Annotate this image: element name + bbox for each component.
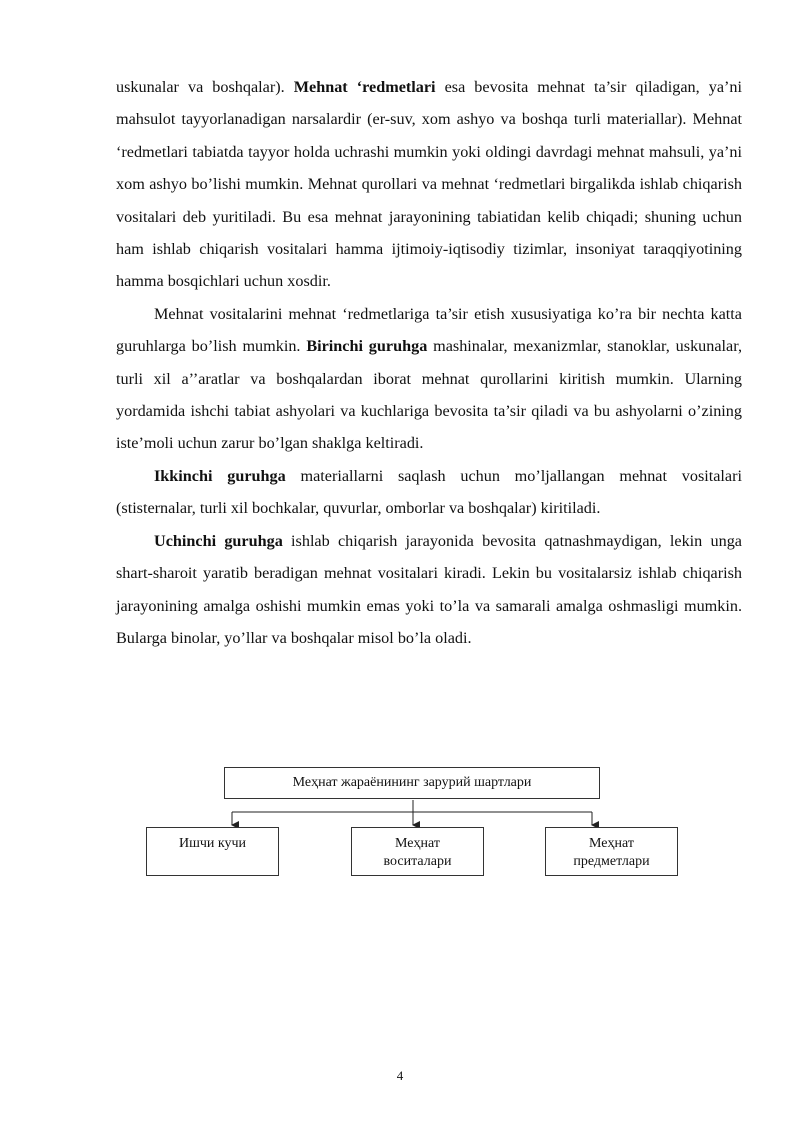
paragraph-1: [116, 71, 742, 298]
paragraph-text: ishlab chiqarish jarayonida bevosita qatnashmaydigan, lekin unga shart-sharoit yaratib beradigan mehnat vositalari kiradi. Lekin bu vositalarsiz ishlab chiqarish jarayonining amalga oshishi mumkin emas yoki to’la va samarali amalga oshmasligi mumkin. Bularga binolar, yo’llar va boshqalar misol bo’la oladi.: [116, 531, 742, 647]
diagram-box-objects-of-labor: [545, 827, 678, 876]
diagram-box-label: воситалари: [383, 854, 452, 869]
bold-term: Uchinchi guruhga: [154, 531, 283, 550]
diagram-box-labor-force: [146, 827, 279, 876]
paragraph-text: uskunalar va boshqalar).: [116, 78, 294, 96]
diagram-box-label: предметлари: [573, 854, 650, 869]
paragraph-text: Mehnat vositalarini mehnat ‘redmetlariga ta’sir etish xususiyatiga ko’ra bir nechta katta guruhlarga bo’lish mumkin.: [116, 304, 742, 356]
diagram-box-label: Меҳнат: [589, 836, 634, 851]
diagram-top-box: [224, 767, 600, 799]
bold-term: Mehnat ‘redmetlari: [293, 78, 436, 96]
bold-term: Ikkinchi guruhga: [154, 466, 286, 485]
document-body: [116, 71, 742, 654]
diagram-box-label: Меҳнат: [395, 836, 440, 851]
paragraph-4: [116, 525, 742, 655]
paragraph-2: [116, 298, 742, 460]
diagram-top-label: Меҳнат жараёнининг зарурий шартлари: [292, 775, 532, 790]
paragraph-3: [116, 460, 742, 525]
paragraph-text: esa bevosita mehnat ta’sir qiladigan, ya’ni mahsulot tayyorlanadigan narsalardir (er-suv, xom ashyo va boshqa turli materiallar). Mehnat ‘redmetlari tabiatda tayyor holda uchrashi mumkin yoki oldingi davrdagi mehnat mahsuli, ya’ni xom ashyo bo’lishi mumkin. Mehnat qurollari va mehnat ‘redmetlari birgalikda ishlab chiqarish vositalari deb yuritiladi. Bu esa mehnat jarayonining tabiatidan kelib chiqadi; shuning uchun ham ishlab chiqarish vositalari hamma ijtimoiy-iqtisodiy tizimlar, insoniyat taraqqiyotining hamma bosqichlari uchun xosdir.: [116, 78, 742, 291]
page-number: 4: [396, 1068, 404, 1083]
paragraph-text: mashinalar, mexanizmlar, stanoklar, uskunalar, turli xil a’’aratlar va boshqalardan iborat mehnat qurollarini kiritish mumkin. Ularning yordamida ishchi tabiat ashyolari va kuchlariga bevosita ta’sir qiladi va bu ashyolarni o’zining iste’moli uchun zarur bo’lgan shaklga keltiradi.: [116, 337, 743, 453]
diagram-box-means-of-labor: [351, 827, 484, 876]
diagram-box-label: Ишчи кучи: [178, 836, 247, 851]
paragraph-text: materiallarni saqlash uchun mo’ljallangan mehnat vositalari (stisternalar, turli xil bochkalar, quvurlar, omborlar va boshqalar) kiritiladi.: [116, 466, 742, 518]
bold-term: Birinchi guruhga: [306, 337, 428, 356]
